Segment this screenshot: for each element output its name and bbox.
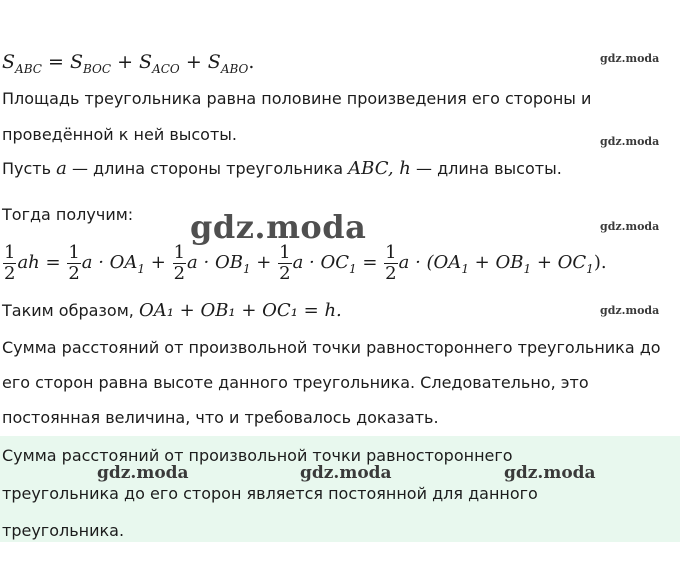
fraction-half: $\frac{1}{2}$	[173, 241, 186, 284]
fraction-half: $\frac{1}{2}$	[385, 241, 397, 284]
fraction-half: $\frac{1}{2}$	[279, 241, 291, 284]
area-rule-line-1: Площадь треугольника равна половине произведения его стороны и	[2, 89, 592, 108]
watermark: gdz.moda	[600, 52, 660, 65]
fraction-half: $\frac{1}{2}$	[4, 241, 16, 284]
watermark-large: gdz.moda	[190, 208, 367, 246]
then-label: Тогда получим:	[2, 205, 134, 224]
answer-line-3: треугольника.	[2, 521, 125, 540]
watermark: gdz.moda	[600, 135, 660, 148]
watermark: gdz.moda	[600, 304, 660, 317]
answer-line-1: Сумма расстояний от произвольной точки равностороннего	[2, 446, 513, 465]
area-sum-formula: $S_{ABC} = S_{BOC} + S_{ACO} + S_{ABO}$.	[2, 51, 255, 76]
watermark: gdz.moda	[504, 463, 596, 483]
sum-line-3: постоянная величина, что и требовалось доказать.	[2, 408, 439, 427]
sum-line-1: Сумма расстояний от произвольной точки равностороннего треугольника до	[2, 338, 661, 357]
watermark: gdz.moda	[97, 463, 189, 483]
let-statement: Пусть a — длина стороны треугольника ABC, h — длина высоты.	[2, 158, 562, 179]
area-expansion-formula: $\frac{1}{2}$ ah = $\frac{1}{2}$ $a \cdot OA_1$ + $\frac{1}{2}$ $a \cdot OB_1$ + $\frac{1}{2}$ $a \cdot OC_1$ = $\frac{1}{2}$ $a \cdot (OA_1 + OB_1 + OC_1)$.	[4, 241, 607, 284]
watermark: gdz.moda	[600, 220, 660, 233]
watermark: gdz.moda	[300, 463, 392, 483]
answer-line-2: треугольника до его сторон является постоянной для данного	[2, 484, 538, 503]
fraction-half: $\frac{1}{2}$	[68, 241, 80, 284]
thus-statement: Таким образом, OA₁ + OB₁ + OC₁ = h.	[2, 300, 342, 321]
area-rule-line-2: проведённой к ней высоты.	[2, 125, 238, 144]
sum-line-2: его сторон равна высоте данного треугольника. Следовательно, это	[2, 373, 589, 392]
